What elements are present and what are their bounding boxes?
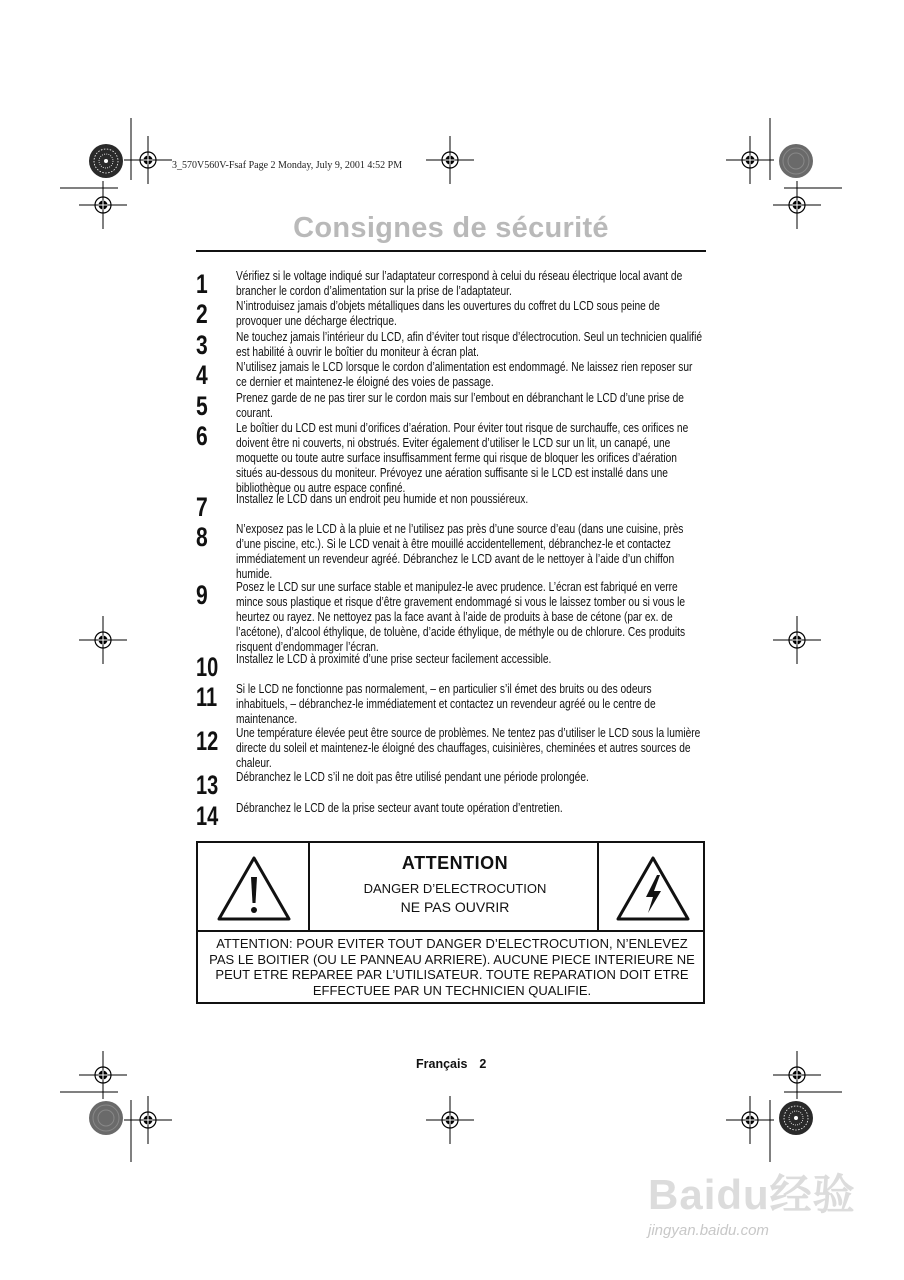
item-text: Ne touchez jamais l’intérieur du LCD, afin d’éviter tout risque d’électrocution. Seul un technicien qualifié est habilité à ouvrir le boîtier du moniteur à écran plat. bbox=[236, 330, 703, 359]
registration-mark bbox=[426, 136, 474, 184]
exclamation-triangle-icon bbox=[214, 853, 294, 923]
attention-divider bbox=[198, 930, 703, 932]
item-text: N’exposez pas le LCD à la pluie et ne l’utilisez pas près d’une source d’eau (dans une cuisine, près d’une piscine, etc.). Si le LCD venait à être mouillé accidentellement, débranchez-le et contactez immédiatement un revendeur agréé. Débranchez le LCD avant de le nettoyer à l’aide d’un chiffon humide. bbox=[236, 522, 684, 581]
registration-mark bbox=[79, 616, 127, 664]
registration-mark bbox=[726, 1096, 774, 1144]
star-target-top-left bbox=[89, 144, 123, 178]
item-number: 4 bbox=[196, 360, 208, 390]
page-number: 2 bbox=[479, 1057, 487, 1071]
title-rule bbox=[196, 250, 706, 252]
item-number: 9 bbox=[196, 580, 208, 610]
item-text: Posez le LCD sur une surface stable et manipulez-le avec prudence. L’écran est fabriqué en verre mince sous plastique et risque d’être gravement endommagé si vous le laissez tomber ou si vous le heurtez ou rayez. Ne nettoyez pas la face avant à l’aide de produits à base de cétone (par ex. de l’acétone), d’alcool éthylique, de toluène, d’acide éthylique, de méthyle ou de chlorure. Ces produits risquent d’endommager l’écran. bbox=[236, 580, 686, 654]
item-number: 8 bbox=[196, 522, 208, 552]
star-target-bottom-right bbox=[779, 1101, 813, 1135]
item-number: 2 bbox=[196, 299, 208, 329]
item-text: Prenez garde de ne pas tirer sur le cordon mais sur l’embout en débranchant le LCD d’une prise de courant. bbox=[236, 391, 684, 420]
item-number: 3 bbox=[196, 330, 208, 360]
item-text: Installez le LCD à proximité d’une prise secteur facilement accessible. bbox=[236, 652, 552, 666]
registration-mark bbox=[426, 1096, 474, 1144]
attention-line-2: NE PAS OUVRIR bbox=[400, 899, 510, 915]
item-number: 13 bbox=[196, 770, 219, 800]
item-text: Une température élevée peut être source de problèmes. Ne tentez pas d’utiliser le LCD sous la lumière directe du soleil et maintenez-le éloigné des chauffages, cuisinières, cheminées et autres sources de chaleur. bbox=[236, 726, 701, 770]
grey-target-bottom-left bbox=[89, 1101, 123, 1135]
item-text: Le boîtier du LCD est muni d’orifices d’aération. Pour éviter tout risque de surchauffe, ces orifices ne doivent être ni couverts, ni obstrués. Eviter également d’utiliser le LCD sur un lit, un canapé, une moquette ou toute autre surface insuffisamment ferme qui risque de bloquer les orifices d’aération situés au-dessous du moniteur. Prévoyez une aération suffisante si le LCD est installé dans une bibliothèque ou autre espace confiné. bbox=[236, 421, 689, 495]
footer-language: Français bbox=[416, 1057, 468, 1071]
attention-line-1: DANGER D’ELECTROCUTION bbox=[363, 881, 547, 896]
item-number: 5 bbox=[196, 391, 208, 421]
lightning-triangle-icon bbox=[613, 853, 693, 923]
registration-mark bbox=[773, 616, 821, 664]
watermark-url: jingyan.baidu.com bbox=[648, 1222, 769, 1239]
page-footer bbox=[416, 1057, 486, 1071]
item-text: Installez le LCD dans un endroit peu humide et non poussiéreux. bbox=[236, 492, 529, 506]
item-number: 10 bbox=[196, 652, 219, 682]
item-text: Débranchez le LCD de la prise secteur avant toute opération d’entretien. bbox=[236, 801, 563, 815]
attention-box bbox=[196, 841, 705, 1004]
registration-mark bbox=[726, 136, 774, 184]
item-text: Débranchez le LCD s’il ne doit pas être utilisé pendant une période prolongée. bbox=[236, 770, 589, 784]
print-slug: 3_570V560V-Fsaf Page 2 Monday, July 9, 2001 4:52 PM bbox=[172, 160, 403, 171]
attention-body: ATTENTION: POUR EVITER TOUT DANGER D’ELECTROCUTION, N’ENLEVEZ PAS LE BOITIER (OU LE PANNEAU ARRIERE). AUCUNE PIECE INTERIEURE NE PEUT ETRE REPAREE PAR L’UTILISATEUR. TOUTE REPARATION DOIT ETRE EFFECTUEE PAR UN TECHNICIEN QUALIFIE. bbox=[209, 936, 695, 998]
item-number: 14 bbox=[196, 801, 219, 831]
item-text: Vérifiez si le voltage indiqué sur l’adaptateur correspond à celui du réseau électrique local avant de brancher le cordon d’alimentation sur la prise de l’adaptateur. bbox=[236, 269, 683, 298]
page-title: Consignes de sécurité bbox=[293, 212, 609, 244]
grey-target-top-right bbox=[779, 144, 813, 178]
item-text: N’utilisez jamais le LCD lorsque le cordon d’alimentation est endommagé. Ne laissez rien reposer sur ce dernier et maintenez-le éloigné des voies de passage. bbox=[236, 360, 693, 389]
item-number: 7 bbox=[196, 492, 208, 522]
watermark-logo: Baidu经验 bbox=[648, 1171, 856, 1218]
item-number: 1 bbox=[196, 269, 208, 299]
attention-title: ATTENTION bbox=[401, 853, 509, 873]
item-number: 6 bbox=[196, 421, 208, 451]
item-number: 11 bbox=[196, 682, 218, 712]
item-text: N’introduisez jamais d’objets métalliques dans les ouvertures du coffret du LCD sous peine de provoquer une décharge électrique. bbox=[236, 299, 660, 328]
item-number: 12 bbox=[196, 726, 219, 756]
item-text: Si le LCD ne fonctionne pas normalement, – en particulier s’il émet des bruits ou des odeurs inhabituels, – débranchez-le immédiatement et contactez un revendeur agréé ou le centre de maintenance. bbox=[236, 682, 656, 726]
